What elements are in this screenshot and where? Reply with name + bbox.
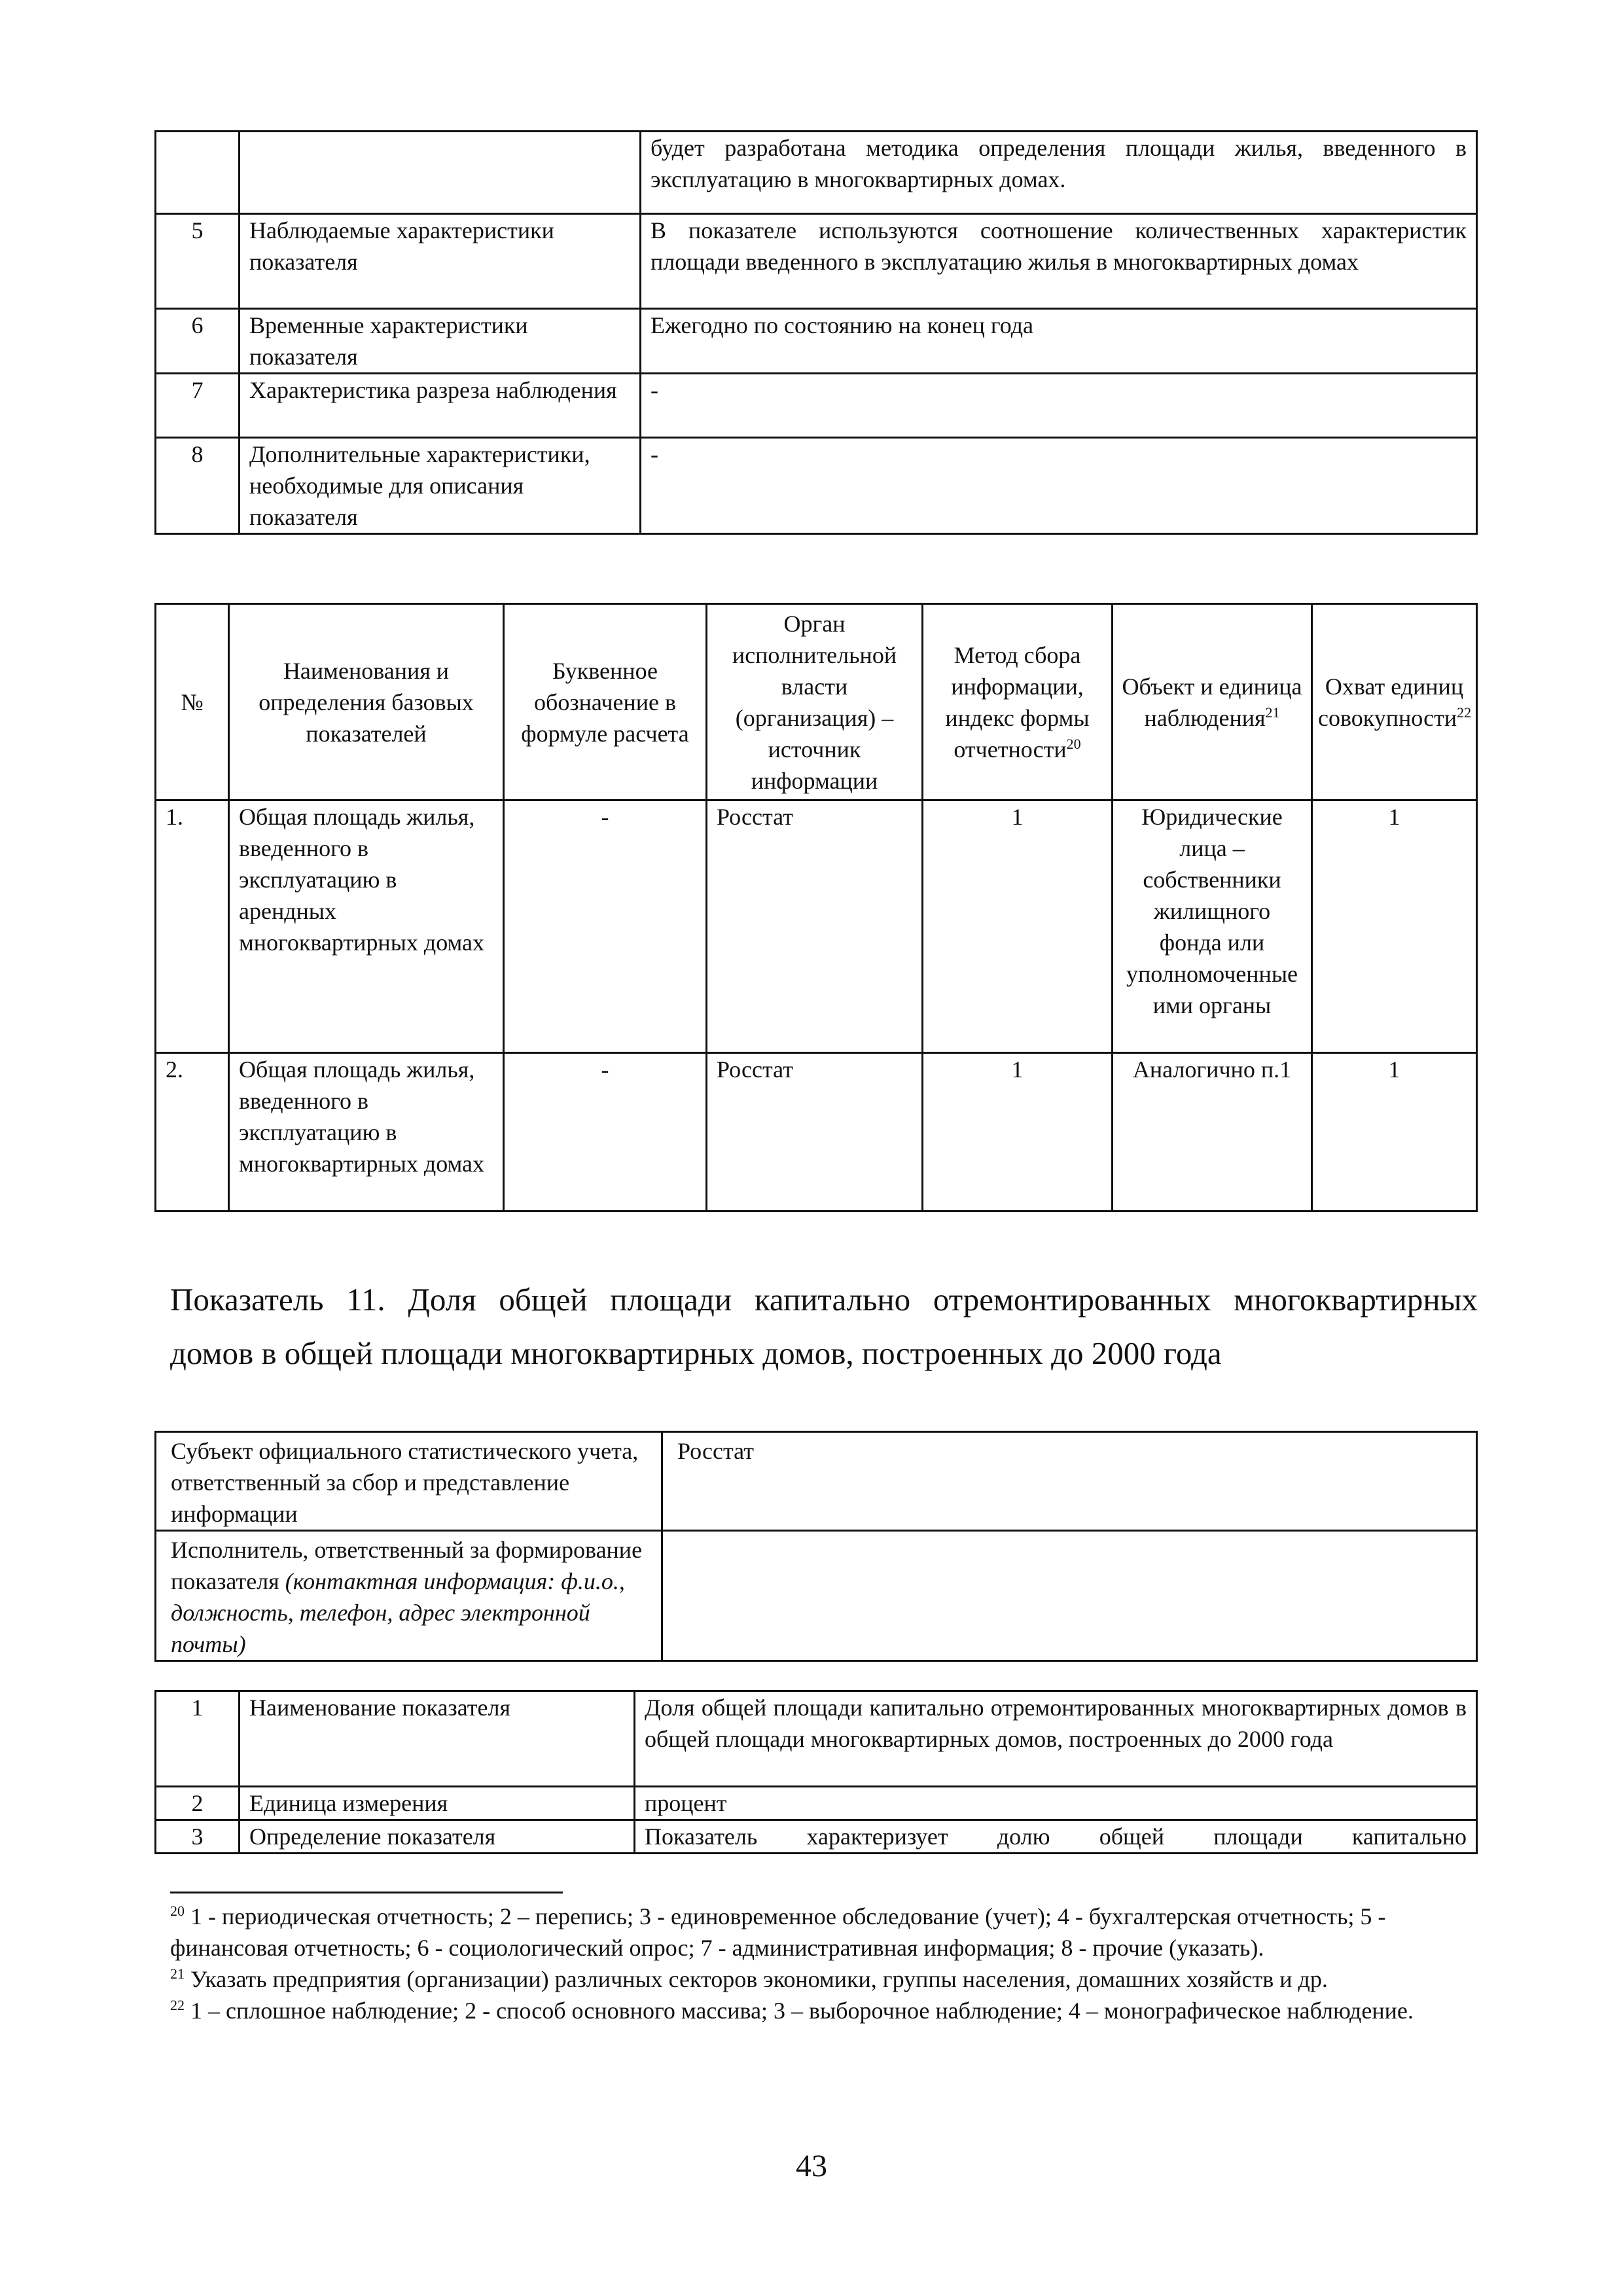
header-method: Метод сбора информации, индекс формы отчетности$^{20}$: [923, 604, 1113, 800]
row-method: 1: [923, 800, 1113, 1053]
base-indicators-table: [154, 603, 1478, 1212]
row-value: процент: [635, 1787, 1477, 1820]
row-value: В показателе используются соотношение количественных характеристик площади введенного в эксплуатацию жилья в многоквартирных домах: [641, 214, 1477, 309]
row-object: Юридические лица – собственники жилищного фонда или уполномоченные ими органы: [1113, 800, 1312, 1053]
table-header-row: [156, 604, 1477, 800]
row-name: Характеристика разреза наблюдения: [240, 374, 641, 438]
row-value: -: [641, 374, 1477, 438]
row-letter: -: [504, 800, 707, 1053]
row-value: Доля общей площади капитально отремонтированных многоквартирных домов в общей площади многоквартирных домов, построенных до 2000 года: [635, 1691, 1477, 1787]
row-name: Общая площадь жилья, введенного в эксплуатацию в многоквартирных домах: [229, 1053, 504, 1211]
row-number: 7: [156, 374, 240, 438]
responsible-subject-label: Субъект официального статистического учета, ответственный за сбор и представление информации: [156, 1432, 662, 1531]
row-coverage: 1: [1312, 1053, 1477, 1211]
heading-line-1: Показатель 11. Доля общей площади капитально отремонтированных многоквартирных: [170, 1282, 1478, 1318]
header-number: №: [156, 604, 229, 800]
table-row: [156, 1820, 1477, 1854]
row-letter: -: [504, 1053, 707, 1211]
footnote-mark: 22: [170, 1997, 185, 2013]
table-row: [156, 214, 1477, 309]
row-coverage: 1: [1312, 800, 1477, 1053]
row-number: [156, 132, 240, 214]
row-name: Определение показателя: [240, 1820, 635, 1854]
footnote-ref: 22: [1457, 704, 1472, 721]
responsible-parties-table: [154, 1431, 1478, 1662]
indicator-passport-table-continued: [154, 130, 1478, 535]
header-name: Наименования и определения базовых показателей: [229, 604, 504, 800]
row-name: Временные характеристики показателя: [240, 309, 641, 374]
page-number: 43: [796, 2149, 827, 2183]
row-agency: Росстат: [707, 800, 923, 1053]
row-number: 2.: [156, 1053, 229, 1211]
footnotes: [170, 1901, 1478, 2026]
row-name: Дополнительные характеристики, необходимые для описания показателя: [240, 438, 641, 534]
row-name: Общая площадь жилья, введенного в эксплуатацию в арендных многоквартирных домах: [229, 800, 504, 1053]
executor-contact-hint: (контактная информация: ф.и.о., должность, телефон, адрес электронной почты): [171, 1568, 625, 1657]
footnote-mark: 20: [170, 1903, 185, 1919]
footnote-22: $^{22}$ 1 – сплошное наблюдение; 2 - способ основного массива; 3 – выборочное наблюдение; 4 – монографическое наблюдение.: [170, 1997, 1414, 2024]
executor-value: [662, 1531, 1477, 1661]
row-object: Аналогично п.1: [1113, 1053, 1312, 1211]
executor-label: Исполнитель, ответственный за формирование показателя (контактная информация: ф.и.о., должность, телефон, адрес электронной почты): [156, 1531, 662, 1661]
table-row: [156, 132, 1477, 214]
table-row: [156, 1531, 1477, 1661]
row-number: 5: [156, 214, 240, 309]
table-row: [156, 1691, 1477, 1787]
table-row: [156, 1787, 1477, 1820]
header-object: Объект и единица наблюдения$^{21}$: [1113, 604, 1312, 800]
row-number: 1: [156, 1691, 240, 1787]
header-letter: Буквенное обозначение в формуле расчета: [504, 604, 707, 800]
table-row: [156, 1432, 1477, 1531]
row-number: 8: [156, 438, 240, 534]
footnote-ref: 21: [1265, 704, 1280, 721]
indicator-passport-table: [154, 1690, 1478, 1854]
row-number: 2: [156, 1787, 240, 1820]
footnote-separator: [170, 1892, 563, 1893]
row-name: [240, 132, 641, 214]
row-name: Наблюдаемые характеристики показателя: [240, 214, 641, 309]
footnote-ref: 20: [1066, 735, 1081, 752]
row-name: Единица измерения: [240, 1787, 635, 1820]
row-value: Ежегодно по состоянию на конец года: [641, 309, 1477, 374]
row-number: 3: [156, 1820, 240, 1854]
row-name: Наименование показателя: [240, 1691, 635, 1787]
table-row: [156, 438, 1477, 534]
row-method: 1: [923, 1053, 1113, 1211]
row-number: 6: [156, 309, 240, 374]
table-row: [156, 800, 1477, 1053]
indicator-heading: [170, 1273, 1478, 1380]
footnote-20: $^{20}$ 1 - периодическая отчетность; 2 – перепись; 3 - единовременное обследование (учет); 4 - бухгалтерская отчетность; 5 - финансовая отчетность; 6 - социологический опрос; 7 - административная информация; 8 - прочие (указать).: [170, 1903, 1386, 1961]
footnote-mark: 21: [170, 1965, 185, 1982]
responsible-subject-value: Росстат: [662, 1432, 1477, 1531]
header-agency: Орган исполнительной власти (организация) – источник информации: [707, 604, 923, 800]
footnote-21: $^{21}$ Указать предприятия (организации) различных секторов экономики, группы населения, домашних хозяйств и др.: [170, 1965, 1328, 1992]
table-row: [156, 1053, 1477, 1211]
row-value: будет разработана методика определения площади жилья, введенного в эксплуатацию в многоквартирных домах.: [641, 132, 1477, 214]
table-row: [156, 309, 1477, 374]
row-value: Показатель характеризует долю общей площади капитально: [635, 1820, 1477, 1854]
row-number: 1.: [156, 800, 229, 1053]
table-row: [156, 374, 1477, 438]
heading-line-2: домов в общей площади многоквартирных домов, построенных до 2000 года: [170, 1335, 1222, 1371]
row-agency: Росстат: [707, 1053, 923, 1211]
header-coverage: Охват единиц совокупности$^{22}$: [1312, 604, 1477, 800]
row-value: -: [641, 438, 1477, 534]
